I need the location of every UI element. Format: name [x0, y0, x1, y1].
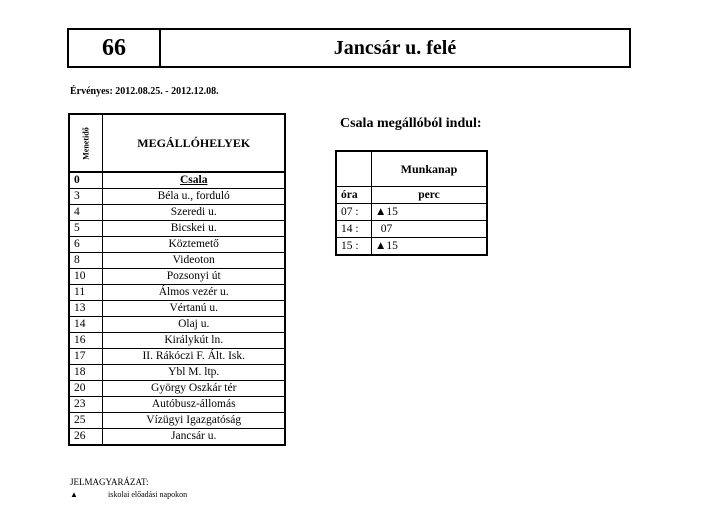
stop-name: Szeredi u. [103, 205, 285, 221]
stop-name: Álmos vezér u. [103, 285, 285, 301]
stop-row [69, 221, 285, 237]
stop-name: Köztemető [103, 237, 285, 253]
stop-name: Ybl M. ltp. [103, 365, 285, 381]
legend-title: JELMAGYARÁZAT: [70, 477, 149, 487]
stop-travel-time: 0 [69, 172, 103, 189]
route-number: 66 [69, 30, 161, 66]
departure-row [336, 221, 487, 238]
legend-item [70, 490, 187, 499]
stop-travel-time: 10 [69, 269, 103, 285]
stop-name: Bicskei u. [103, 221, 285, 237]
stop-name: Béla u., forduló [103, 189, 285, 205]
stops-header: MEGÁLLÓHELYEK [103, 114, 285, 172]
legend-description: iskolai előadási napokon [108, 490, 188, 499]
stop-travel-time: 5 [69, 221, 103, 237]
stop-row [69, 285, 285, 301]
stop-row [69, 237, 285, 253]
stop-travel-time: 16 [69, 333, 103, 349]
stop-name: Csala [103, 172, 285, 189]
stop-travel-time: 4 [69, 205, 103, 221]
departure-row [336, 238, 487, 256]
departure-row [336, 204, 487, 221]
stop-travel-time: 14 [69, 317, 103, 333]
stop-name: Királykút ln. [103, 333, 285, 349]
stop-row [69, 317, 285, 333]
minute-header: perc [372, 187, 488, 204]
departure-title: Csala megállóból indul: [340, 116, 482, 131]
departure-minutes: ▲15 [372, 204, 488, 221]
departure-minutes: ▲15 [372, 238, 488, 256]
stop-row [69, 413, 285, 429]
stop-name: II. Rákóczi F. Ált. Isk. [103, 349, 285, 365]
stop-row [69, 333, 285, 349]
stop-row [69, 381, 285, 397]
day-type-header: Munkanap [372, 151, 488, 187]
stop-name: Pozsonyi út [103, 269, 285, 285]
stop-name: Vízügyi Igazgatóság [103, 413, 285, 429]
departure-minutes: 07 [372, 221, 488, 238]
validity-period: Érvényes: 2012.08.25. - 2012.12.08. [70, 86, 219, 97]
departure-hour: 07 : [336, 204, 372, 221]
stop-travel-time: 13 [69, 301, 103, 317]
stop-travel-time: 6 [69, 237, 103, 253]
timetable-corner [336, 151, 372, 187]
stop-travel-time: 20 [69, 381, 103, 397]
triangle-icon: ▲ [70, 490, 78, 499]
stop-travel-time: 26 [69, 429, 103, 446]
stop-row [69, 365, 285, 381]
stop-travel-time: 3 [69, 189, 103, 205]
stop-row [69, 429, 285, 446]
travel-time-header: Menetidő [69, 114, 103, 172]
stop-name: Vértanú u. [103, 301, 285, 317]
departure-hour: 14 : [336, 221, 372, 238]
stop-travel-time: 8 [69, 253, 103, 269]
departure-hour: 15 : [336, 238, 372, 256]
stop-travel-time: 23 [69, 397, 103, 413]
stop-travel-time: 17 [69, 349, 103, 365]
stop-row [69, 253, 285, 269]
stop-row [69, 397, 285, 413]
stop-name: Olaj u. [103, 317, 285, 333]
route-destination: Jancsár u. felé [333, 36, 457, 59]
stop-row [69, 172, 285, 189]
stop-travel-time: 18 [69, 365, 103, 381]
stops-table [68, 113, 286, 446]
stop-row [69, 349, 285, 365]
stop-row [69, 269, 285, 285]
stop-travel-time: 25 [69, 413, 103, 429]
stop-name: Jancsár u. [103, 429, 285, 446]
hour-header: óra [336, 187, 372, 204]
timetable [335, 150, 488, 256]
stop-name: Videoton [103, 253, 285, 269]
stop-name: Autóbusz-állomás [103, 397, 285, 413]
stop-name: György Oszkár tér [103, 381, 285, 397]
stop-row [69, 205, 285, 221]
stop-row [69, 189, 285, 205]
stop-travel-time: 11 [69, 285, 103, 301]
stop-row [69, 301, 285, 317]
route-header [67, 28, 631, 68]
